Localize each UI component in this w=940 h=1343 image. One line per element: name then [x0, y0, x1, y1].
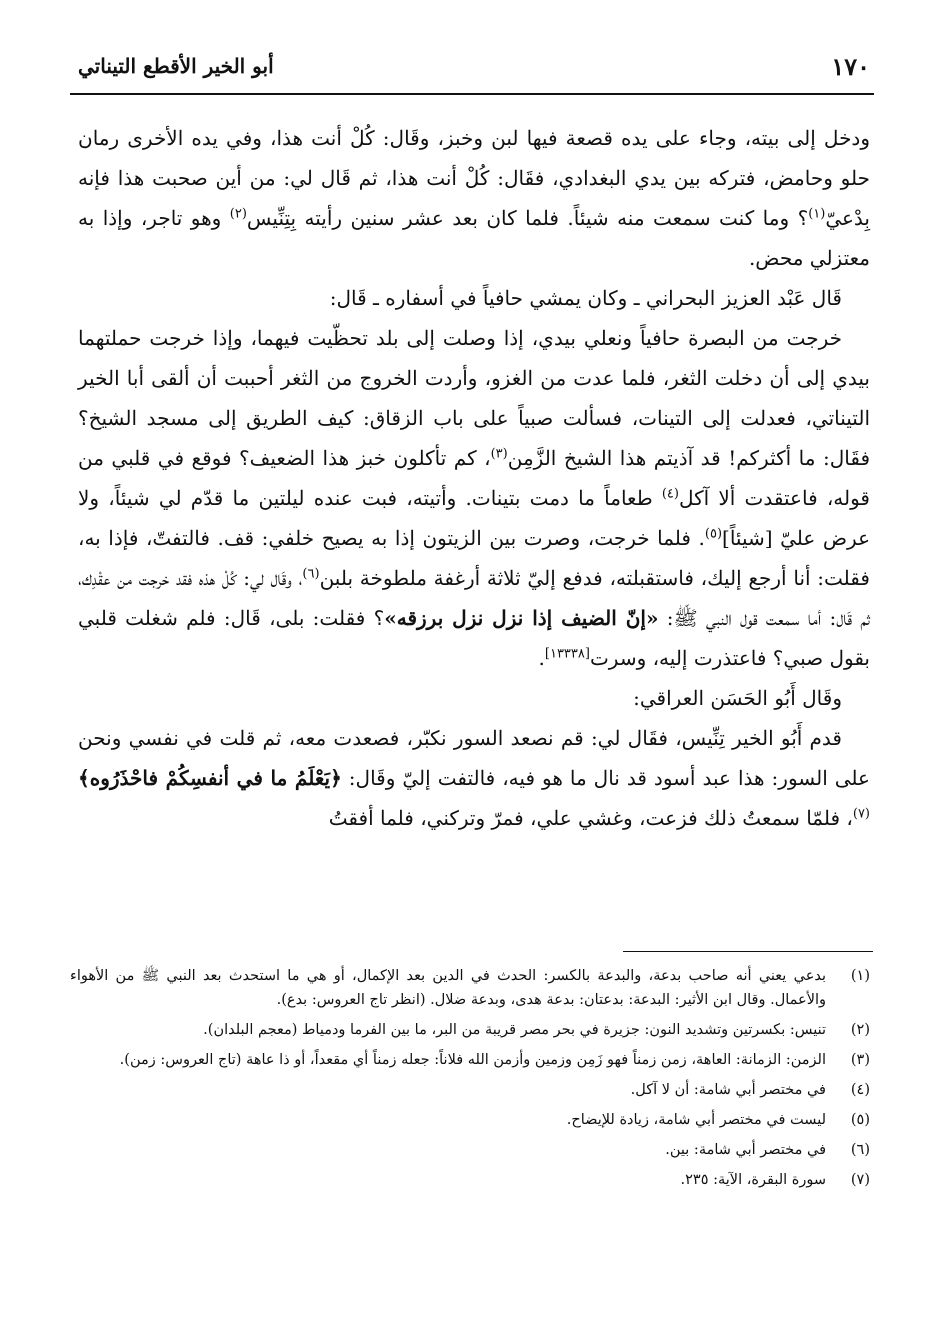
header-rule: [70, 93, 874, 95]
footnote-item: [70, 1078, 870, 1102]
speaker-line-1: قَال عَبْد العزيز البحراني ـ وكان يمشي حافياً في أسفاره ـ قَال:: [329, 286, 842, 310]
footnote-item: [70, 1108, 870, 1132]
footnote-text: تنيس: بكسرتين وتشديد النون: جزيرة في بحر مصر قريبة من البر، ما بين الفرما ودمياط (معجم البلدان).: [203, 1022, 826, 1038]
footnote-item: [70, 964, 870, 1012]
hadith-quote: «إنّ الضيف إذا نزل نزل برزقه»: [384, 606, 659, 630]
footnote-number: (٢): [850, 1022, 870, 1038]
footnote-number: (٦): [850, 1142, 870, 1158]
text-run: خرجت من البصرة حافياً ونعلي بيدي، إذا وصلت إلى بلد تحظّيت فيهما، وإذا خرجت حملتهما بيدي إلى أن دخلت الثغر، فلما عدت من الغزو، وأردت الخروج من الثغر أحببت أن ألقى أبا الخير التيناتي، فعدلت إلى التينات، فسألت صبياً على باب الزقاق: كيف الطريق إلى مسجد الشيخ؟ فقَال: ما أكثركم! قد آذيتم هذا الشيخ الزَّمِن: [78, 326, 871, 470]
paragraph-2: [78, 318, 870, 678]
footnote-text: بدعي يعني أنه صاحب بدعة، والبدعة بالكسر: الحدث في الدين بعد الإكمال، أو هي ما استحدث بعد النبي ﷺ من الأهواء والأعمال. وقال ابن الأثير: البدعة: بدعتان: بدعة هدى، وبدعة ضلال. (انظر تاج العروس: بدع).: [70, 968, 826, 1008]
footnote-ref[interactable]: (١): [808, 206, 826, 222]
manuscript-ref: [١٣٣٣٨]: [544, 646, 590, 662]
footnote-ref[interactable]: (٧): [852, 806, 870, 822]
footnote-separator: [623, 951, 873, 952]
footnote-text: في مختصر أبي شامة: أن لا آكل.: [630, 1082, 826, 1098]
footnote-ref[interactable]: (٤): [661, 486, 679, 502]
text-run: قدم أَبُو الخير تِنِّيس، فقَال لي: قم نصعد السور نكبّر، فصعدت معه، ثم قلت في نفسي ونحن على السور: هذا عبد أسود قد نال ما هو فيه، فالتفت إليّ وقَال:: [78, 726, 870, 790]
footnote-item: [70, 1138, 870, 1162]
running-title: أبو الخير الأقطع التيناتي: [78, 54, 274, 78]
text-run: طعاماً ما دمت بتينات. وأتيته، فبت عنده ليلتين ما قدّم لي شيئاً، ولا عرض عليّ [شيئاً]: [78, 486, 870, 550]
text-run: . فلما خرجت، وصرت بين الزيتون إذا به يصيح خلفي: قف. فالتفتّ، فإذا به، فقلت: أنا أرجع إليك، فاستقبلته، فدفع إليّ ثلاثة أرغفة ملطوخة بلبن: [78, 526, 870, 590]
footnote-text: في مختصر أبي شامة: بين.: [665, 1142, 826, 1158]
page-header: [78, 52, 870, 92]
speaker-line-2: وقَال أَبُو الحَسَن العراقي:: [633, 686, 842, 710]
footnotes: [70, 964, 870, 1198]
footnote-number: (٤): [850, 1082, 870, 1098]
main-text: [78, 118, 870, 838]
footnote-text: ليست في مختصر أبي شامة، زيادة للإيضاح.: [566, 1112, 826, 1128]
text-run: .: [538, 646, 545, 670]
footnote-number: (٧): [850, 1172, 870, 1188]
footnote-number: (١): [850, 968, 870, 984]
footnote-item: [70, 1048, 870, 1072]
text-run: ؟ وما كنت سمعت منه شيئاً. فلما كان بعد عشر سنين رأيته بِتِنِّيس: [246, 206, 809, 230]
footnote-item: [70, 1168, 870, 1192]
text-run: وهو تاجر، وإذا به معتزلي محض.: [78, 206, 870, 270]
footnote-item: [70, 1018, 870, 1042]
footnote-ref[interactable]: (٥): [704, 526, 723, 542]
text-run: ؟ فقلت: بلى، قَال: فلم شغلت قلبي بقول صبي؟ فاعتذرت إليه، وسرت: [78, 606, 870, 670]
footnote-ref[interactable]: (٦): [302, 566, 320, 582]
text-run: ، وقَال لي: كُلْ هذه فقد خرجت من عقْدِك، ثم قَال: أما سمعت قول النبي ﷺ:: [78, 566, 870, 630]
quran-quote: ﴿يَعْلَمُ ما في أنفسِكُمْ فاحْذَرُوه﴾: [78, 766, 342, 790]
text-run: ودخل إلى بيته، وجاء على يده قصعة فيها لبن وخبز، وقَال: كُلْ أنت هذا، وفي يده الأخرى رمان حلو وحامض، فتركه بين يدي البغدادي، فقَال: كُلْ أنت هذا، ثم قَال لي: من أين صحبت هذا فإنه بِدْعيّ: [78, 126, 870, 230]
paragraph-1: [78, 118, 870, 278]
text-run: ، كم تأكلون خبز هذا الضعيف؟ فوقع في قلبي من قوله، فاعتقدت ألا آكل: [78, 446, 870, 510]
footnote-number: (٣): [850, 1052, 870, 1068]
page-number: ١٧٠: [831, 52, 870, 81]
footnote-text: الزمن: الزمانة: العاهة، زمن زمناً فهو زَمِن وزمين وأزمن الله فلاناً: جعله زمناً أي مقعداً، أو ذا عاهة (تاج العروس: زمن).: [119, 1052, 826, 1068]
footnote-ref[interactable]: (٣): [490, 446, 508, 462]
paragraph-3: [78, 718, 870, 838]
footnote-ref[interactable]: (٢): [229, 206, 247, 222]
text-run: ، فلمّا سمعتُ ذلك فزعت، وغشي علي، فمرّ وتركني، فلما أفقتُ: [328, 806, 853, 830]
footnote-number: (٥): [850, 1112, 870, 1128]
footnote-text: سورة البقرة، الآية: ٢٣٥.: [680, 1172, 826, 1188]
